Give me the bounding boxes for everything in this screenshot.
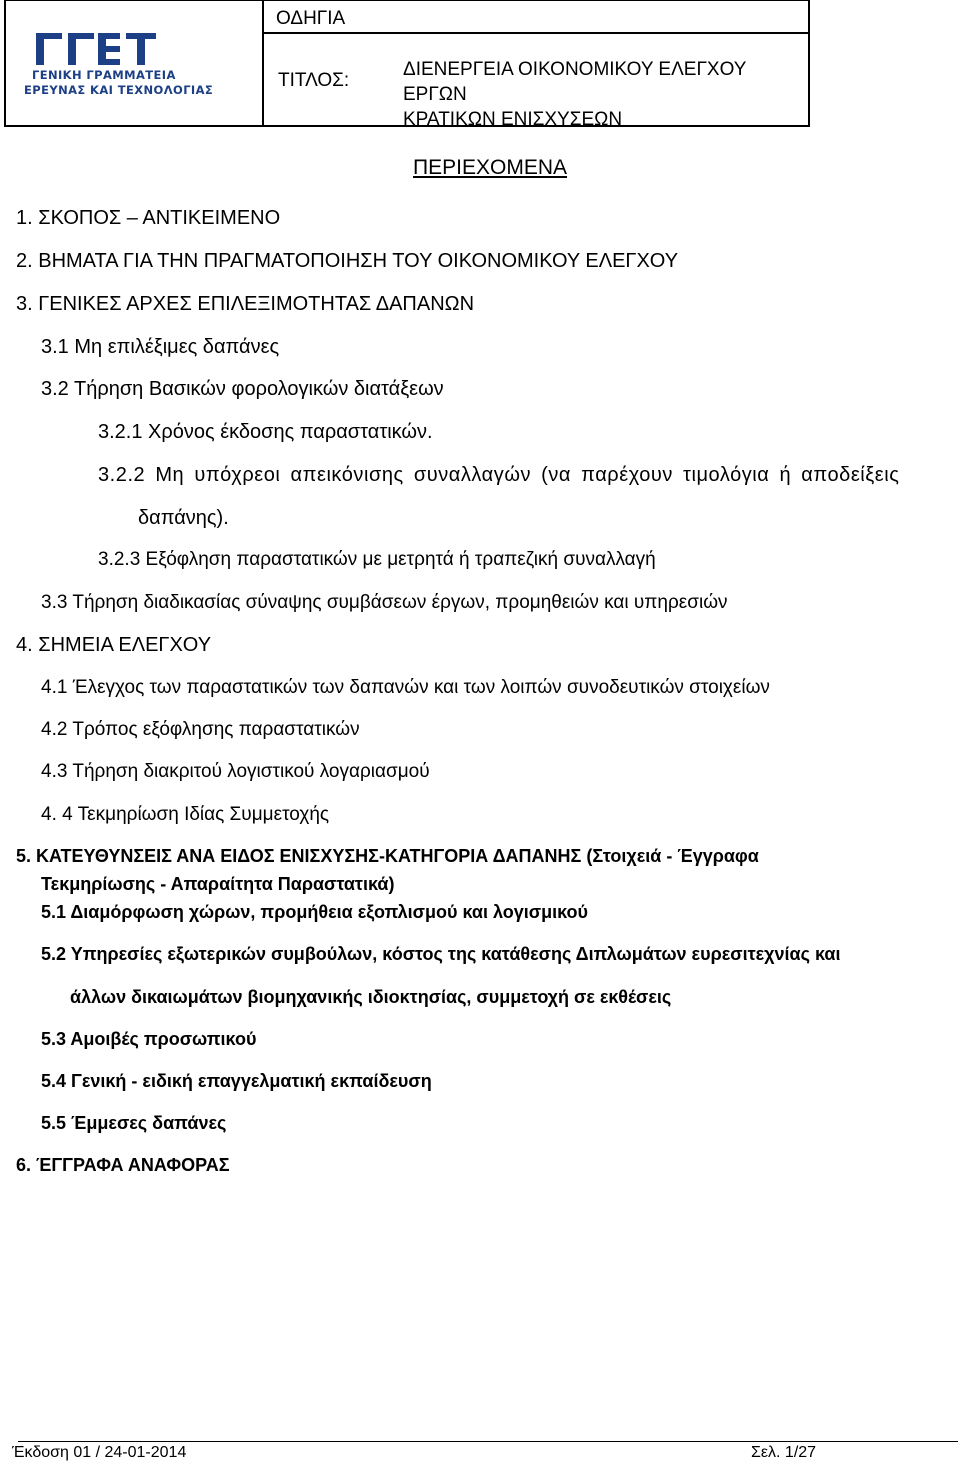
toc-item: Τεκμηρίωσης - Απαραίτητα Παραστατικά) — [41, 874, 395, 894]
toc-item: 3.1 Μη επιλέξιμες δαπάνες — [41, 336, 280, 358]
toc-item: 3.2.1 Χρόνος έκδοσης παραστατικών. — [98, 421, 433, 443]
toc-item: 5.2 Υπηρεσίες εξωτερικών συμβούλων, κόστος της κατάθεσης Διπλωμάτων ευρεσιτεχνίας και — [41, 944, 841, 964]
toc-item: 3.2.3 Εξόφληση παραστατικών με μετρητά ή τραπεζική συναλλαγή — [98, 549, 656, 570]
document-title — [403, 57, 808, 132]
toc-item: 5.3 Αμοιβές προσωπικού — [41, 1029, 257, 1049]
toc-item: δαπάνης). — [138, 507, 229, 529]
footer-divider — [18, 1441, 958, 1442]
toc-item: 3. ΓΕΝΙΚΕΣ ΑΡΧΕΣ ΕΠΙΛΕΞΙΜΟΤΗΤΑΣ ΔΑΠΑΝΩΝ — [16, 293, 475, 315]
toc-heading: ΠΕΡΙΕΧΟΜΕΝΑ — [413, 156, 568, 179]
toc-item: άλλων δικαιωμάτων βιομηχανικής ιδιοκτησίας, συμμετοχή σε εκθέσεις — [70, 987, 672, 1007]
label-titlos: ΤΙΤΛΟΣ: — [278, 70, 350, 91]
toc-item: 2. ΒΗΜΑΤΑ ΓΙΑ ΤΗΝ ΠΡΑΓΜΑΤΟΠΟΙΗΣΗ ΤΟΥ ΟΙΚΟΝΟΜΙΚΟΥ ΕΛΕΓΧΟΥ — [16, 250, 679, 272]
toc-item: 5.1 Διαμόρφωση χώρων, προμήθεια εξοπλισμού και λογισμικού — [41, 902, 588, 922]
document-header — [4, 0, 810, 130]
gget-logo — [16, 31, 256, 106]
toc-item: 4. 4 Τεκμηρίωση Ιδίας Συμμετοχής — [41, 804, 330, 825]
document-title-line2: ΚΡΑΤΙΚΩΝ ΕΝΙΣΧΥΣΕΩΝ — [403, 109, 623, 130]
toc-item: 3.3 Τήρηση διαδικασίας σύναψης συμβάσεων έργων, προμηθειών και υπηρεσιών — [41, 592, 728, 613]
logo-text-line2: ΕΡΕΥΝΑΣ ΚΑΙ ΤΕΧΝΟΛΟΓΙΑΣ — [24, 83, 214, 97]
label-odigia: ΟΔΗΓΙΑ — [276, 8, 346, 29]
toc-item: 4. ΣΗΜΕΙΑ ΕΛΕΓΧΟΥ — [16, 634, 212, 656]
toc-item: 1. ΣΚΟΠΟΣ – ΑΝΤΙΚΕΙΜΕΝΟ — [16, 207, 281, 229]
toc-item: 4.3 Τήρηση διακριτού λογιστικού λογαριασμού — [41, 761, 430, 782]
footer-page-number: Σελ. 1/27 — [751, 1444, 817, 1461]
logo-text-line1: ΓΕΝΙΚΗ ΓΡΑΜΜΑΤΕΙΑ — [32, 68, 176, 82]
toc-item: 3.2 Τήρηση Βασικών φορολογικών διατάξεων — [41, 378, 444, 400]
gget-logo-mark — [36, 33, 156, 65]
toc-item: 3.2.2 Μη υπόχρεοι απεικόνισης συναλλαγών (να παρέχουν τιμολόγια ή αποδείξεις — [98, 464, 900, 486]
toc-item: 5.5 Έμμεσες δαπάνες — [41, 1113, 227, 1133]
toc-item: 5.4 Γενική - ειδική επαγγελματική εκπαίδευση — [41, 1071, 432, 1091]
toc-item: 4.2 Τρόπος εξόφλησης παραστατικών — [41, 719, 360, 740]
toc-item: 4.1 Έλεγχος των παραστατικών των δαπανών και των λοιπών συνοδευτικών στοιχείων — [41, 677, 770, 698]
header-divider-vertical — [262, 1, 264, 126]
toc-item: 6. ΈΓΓΡΑΦΑ ΑΝΑΦΟΡΑΣ — [16, 1155, 230, 1175]
footer-version: Έκδοση 01 / 24-01-2014 — [12, 1444, 187, 1461]
document-title-line1: ΔΙΕΝΕΡΓΕΙΑ ΟΙΚΟΝΟΜΙΚΟΥ ΕΛΕΓΧΟΥ ΕΡΓΩΝ — [403, 59, 747, 105]
toc-item: 5. ΚΑΤΕΥΘΥΝΣΕΙΣ ΑΝΑ ΕΙΔΟΣ ΕΝΙΣΧΥΣΗΣ-ΚΑΤΗΓΟΡΙΑ ΔΑΠΑΝΗΣ (Στοιχειά - Έγγραφα — [16, 846, 759, 866]
header-divider-horizontal — [262, 32, 808, 34]
